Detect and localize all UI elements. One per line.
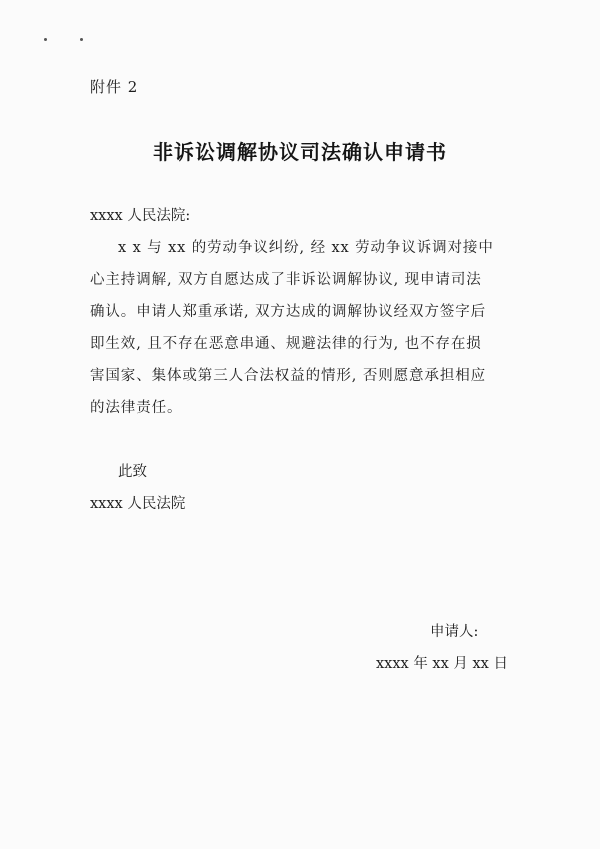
signing-date: xxxx 年 xx 月 xx 日 <box>376 656 508 672</box>
body-line: 的法律责任。 <box>90 400 183 416</box>
addressee: xxxx 人民法院: <box>90 208 191 224</box>
body-line: 害国家、集体或第三人合法权益的情形, 否则愿意承担相应 <box>90 368 487 384</box>
scan-speck <box>80 38 83 41</box>
applicant-label: 申请人: <box>430 624 479 640</box>
closing-court: xxxx 人民法院 <box>90 496 186 512</box>
scan-speck <box>44 38 47 41</box>
document-title: 非诉讼调解协议司法确认申请书 <box>153 140 447 164</box>
body-line: 即生效, 且不存在恶意串通、规避法律的行为, 也不存在损 <box>90 336 482 352</box>
body-line: x x 与 xx 的劳动争议纠纷, 经 xx 劳动争议诉调对接中 <box>118 240 494 256</box>
body-line: 心主持调解, 双方自愿达成了非诉讼调解协议, 现申请司法 <box>90 272 482 288</box>
body-line: 确认。申请人郑重承诺, 双方达成的调解协议经双方签字后 <box>90 304 487 320</box>
attachment-label: 附件 2 <box>90 78 139 96</box>
closing-salutation: 此致 <box>118 464 147 480</box>
